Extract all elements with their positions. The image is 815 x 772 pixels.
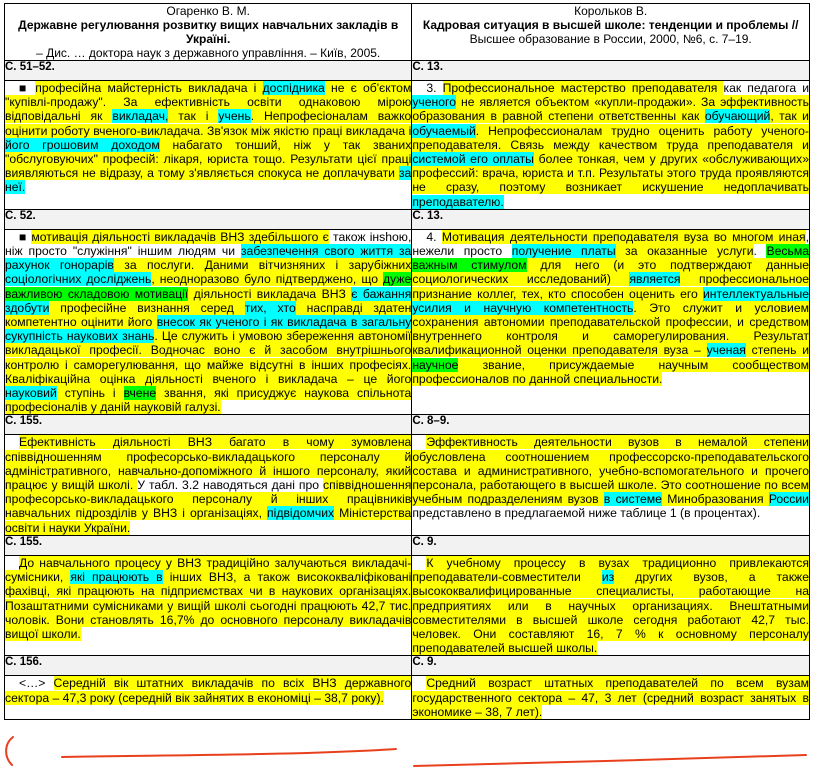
highlight-cyan: обучаемый: [412, 123, 476, 138]
highlight-cyan: учень: [218, 109, 251, 124]
left-excerpt: [5, 435, 412, 535]
highlight-yellow: звание, присуждаемые научным сообществом профессионалов по данной специальности.: [412, 357, 809, 386]
highlight-yellow: інших ВНЗ, а також висококваліфіковані фахівці, які працюють на підприємствах чи в наукових організаціях. Позаштатними сумісниками у вищій школі сьогодні працюють 42,7 тис. чоловік. Вони становлять 16,7% до основного персоналу викладачів вищої школи.: [5, 570, 412, 641]
highlight-yellow: . Это служит и условием сохранения автономии преподавательской профессии, и средством внутреннего контроля и саморегулирования. Результат квалификационной оценки преподавателя вуза –: [412, 300, 809, 358]
highlight-cyan: обучающий: [704, 109, 771, 124]
paragraph: [5, 81, 411, 195]
highlight-cyan: является: [629, 272, 681, 287]
highlight-yellow: Профессиональное мастерство преподавателя: [442, 81, 724, 95]
left-excerpt: [5, 676, 412, 720]
highlight-cyan: системой его оплаты: [412, 152, 534, 167]
right-page-ref: С. 9.: [412, 535, 810, 555]
highlight-cyan: ученого: [412, 95, 457, 110]
highlight-yellow: До навчального процесу у ВНЗ традиційно залучаються викладачі-сумісники,: [5, 555, 412, 585]
text-segment: .: [753, 244, 767, 259]
highlight-cyan: ученая: [706, 343, 746, 358]
highlight-cyan: внесок як ученого і як викладача в загальну сукупність наукових знань: [5, 315, 412, 344]
highlight-cyan: є бажання здобути: [5, 286, 412, 315]
highlight-yellow: звання, які присуджує наукова спільнота професіоналів у даній науковій галузі.: [5, 386, 412, 415]
paragraph: [5, 435, 411, 534]
highlight-green: вчене: [123, 386, 157, 401]
highlight-yellow: более тонкая, чем у других «обслуживающих» профессий: врача, юриста и т.п. Результаты этого труда проявляются не сразу, поэтому возникает искушение недоплачивать: [412, 152, 809, 195]
highlight-cyan: викладач,: [112, 109, 169, 124]
right-author: Корольков В.: [574, 4, 648, 18]
left-title: Державне регулювання розвитку вищих навчальних закладів в Україні.: [18, 18, 399, 46]
highlight-cyan: России: [768, 492, 809, 507]
text-segment: ■: [19, 81, 36, 95]
text-segment: как педагога и: [723, 81, 810, 95]
right-excerpt: [412, 676, 810, 720]
text-segment: представлено в предлагаемой ниже таблице 1 (в процентах).: [412, 506, 761, 521]
right-page-ref: С. 13.: [412, 209, 810, 229]
right-source: Высшее образование в России, 2000, №6, с. 7–19.: [469, 32, 752, 46]
right-page-ref: С. 13.: [412, 61, 810, 81]
right-excerpt: [412, 229, 810, 415]
page-ref-row: [5, 656, 810, 676]
highlight-yellow: професійне визнання серед: [49, 300, 245, 315]
left-page-ref: С. 156.: [5, 656, 412, 676]
highlight-yellow: Средний возраст штатных преподавателей по всем вузам государственного сектора – 47, 3 лет (средний возраст занятых в экономике – 38, 7 лет).: [412, 676, 809, 719]
highlight-cyan: які працюють в: [70, 570, 163, 585]
highlight-cyan: в системе: [603, 492, 662, 507]
highlight-yellow: для него (и это подтверждают данные социологических исследований): [412, 258, 809, 287]
paragraph: [412, 230, 809, 386]
text-segment: ■: [19, 229, 32, 244]
highlight-yellow: Минобразования: [661, 492, 769, 507]
left-page-ref: С. 155.: [5, 415, 412, 435]
highlight-yellow: степень и: [745, 343, 810, 358]
right-excerpt: [412, 81, 810, 210]
left-excerpt: [5, 81, 412, 210]
highlight-yellow: Ефективність діяльності ВНЗ багато в чому зумовлена співвідношенням професорсько-викладацького персоналу й адміністративного, навчально-допоміжного й іншого персоналу, який працює у вищій школі.: [5, 435, 412, 493]
highlight-yellow: співвідношення професорсько-викладацького персоналу й інших працівників навчальних підрозділів у ВНЗ і організаціях,: [5, 478, 412, 521]
highlight-yellow: мотивація діяльності викладачів ВНЗ здебільшого є: [31, 229, 329, 244]
highlight-yellow: . Непрофесіоналам важко оцінити роботу вченого-викладача. Зв'язок між якістю праці викладача і: [5, 109, 412, 138]
text-segment: 4.: [426, 229, 442, 244]
highlight-yellow: насправді здатен компетентно оцінити його: [5, 300, 412, 330]
highlight-cyan: науковий: [5, 386, 57, 401]
paragraph: [5, 556, 411, 641]
left-source: – Дис. … доктора наук з державного управління. – Київ, 2005.: [36, 46, 381, 60]
right-underline: [414, 755, 806, 766]
excerpt-row: [5, 435, 810, 535]
highlight-cyan: получение платы: [511, 244, 616, 259]
right-page-ref: С. 8–9.: [412, 415, 810, 435]
highlight-yellow: ступінь і: [56, 386, 124, 401]
highlight-yellow: Мотивация деятельности преподавателя вуза во многом иная: [441, 229, 806, 244]
left-author: Огаренко В. М.: [166, 4, 250, 18]
right-excerpt: [412, 435, 810, 535]
left-excerpt: [5, 229, 412, 415]
highlight-yellow: професійна майстерність викладача і: [35, 81, 263, 95]
highlight-yellow: набагато тонший, ніж у так званих "обслуговуючих" професій: лікаря, юриста тощо. Результати цієї праці виявляються не відразу, а тому з'являється спокуса не доплачувати: [5, 137, 412, 181]
highlight-cyan: соціологічних досліджень: [5, 272, 152, 287]
text-segment: 3.: [426, 81, 443, 95]
highlight-yellow: Эффективность деятельности вузов в немалой степени обусловлена соотношением профессорско-преподавательского состава и административного, учебно-вспомогательного и прочего персонала, работающего в высшей школе.: [412, 435, 809, 493]
highlight-cyan: преподавателю.: [412, 194, 504, 209]
paragraph: [412, 435, 809, 520]
highlight-cyan: забезпечення свого життя за рахунок гонорарів: [5, 244, 412, 273]
highlight-yellow: не является объектом «купли-продажи». За эффективность образования в равной степени ответственны как: [412, 95, 809, 124]
highlight-yellow: за послуги. Даними вітчизняних і зарубіжних: [113, 258, 412, 273]
highlight-yellow: Міністерства освіти і науки України.: [5, 506, 412, 535]
excerpt-row: [5, 81, 810, 210]
highlight-yellow: Это соотношение по всем учебным подразделениям вузов: [412, 478, 809, 507]
paragraph: [5, 676, 411, 704]
highlight-yellow: Кваліфікаційна оцінка діяльності вченого і викладача – це його: [5, 371, 412, 386]
highlight-green: научное: [412, 357, 459, 372]
header-right: [412, 4, 810, 61]
text-segment: , нежели просто: [412, 229, 809, 259]
highlight-yellow: Середній вік штатних викладачів по всіх ВНЗ державного сектора – 47,3 року (середній вік зайнятих в економіці – 38,7 року).: [5, 676, 412, 705]
left-excerpt: [5, 555, 412, 655]
highlight-cyan: підвідомчих: [267, 506, 335, 521]
highlight-cyan: доспідника: [262, 81, 325, 95]
page-ref-row: [5, 535, 810, 555]
left-page-ref: С. 155.: [5, 535, 412, 555]
highlight-yellow: профессиональное признание коллег, тех, кто способен оценить его: [412, 272, 809, 301]
left-underline: [62, 749, 396, 757]
left-page-ref: С. 52.: [5, 209, 412, 229]
page-ref-row: [5, 415, 810, 435]
right-excerpt: [412, 555, 810, 655]
excerpt-row: [5, 676, 810, 720]
right-page-ref: С. 9.: [412, 656, 810, 676]
paragraph: [412, 556, 809, 655]
margin-bracket: [6, 737, 13, 765]
paragraph: [412, 676, 809, 719]
highlight-yellow: так і: [168, 109, 219, 124]
paragraph: [412, 81, 809, 209]
highlight-green: дуже важливою складовою мотивації: [5, 272, 412, 301]
highlight-yellow: діяльності викладача ВНЗ: [188, 286, 352, 301]
highlight-yellow: услуги: [717, 244, 754, 259]
highlight-yellow: , неодноразово було підтверджено, що: [151, 272, 384, 287]
page-ref-row: [5, 61, 810, 81]
excerpt-row: [5, 229, 810, 415]
highlight-cyan: интеллектуальные усилия и научную компетентность: [412, 286, 809, 315]
highlight-cyan: тих, хто: [244, 300, 296, 315]
excerpt-row: [5, 555, 810, 655]
highlight-yellow: не є об'єктом "купівлі-продажу". За ефективність освіти однаковою мірою відповідальні як: [5, 81, 412, 124]
highlight-yellow: , так и: [770, 109, 809, 124]
paragraph: [5, 230, 411, 415]
text-segment: також інshою, ніж просто "служіння" іншим людям чи: [5, 229, 412, 259]
text-segment: <…>: [19, 676, 54, 691]
comparison-table: [4, 3, 810, 720]
highlight-yellow: К учебному процессу в вузах традиционно привлекаются преподаватели-совместители: [412, 555, 809, 585]
text-segment: У табл. 3.2 наводяться дані про: [137, 478, 324, 493]
page-ref-row: [5, 209, 810, 229]
highlight-green: Весьма важным стимулом: [412, 244, 809, 273]
comparison-rows: [5, 61, 810, 720]
highlight-yellow: за оказанные: [615, 244, 718, 259]
header-left: [5, 4, 412, 61]
highlight-cyan: за неї.: [5, 166, 412, 195]
header-row: [5, 4, 810, 61]
highlight-yellow: . Непрофессионалам трудно оценить работу ученого-преподавателя. Связь между качеством труда преподавателя и: [412, 123, 809, 152]
right-title: Кадровая ситуация в высшей школе: тенденции и проблемы //: [422, 18, 799, 32]
left-page-ref: С. 51–52.: [5, 61, 412, 81]
highlight-cyan: його грошовим доходом: [5, 137, 160, 152]
highlight-yellow: других вузов, а также высококвалифицированные специалисты, работающие на предприятиях или в научных организациях. Внештатными совместителями в высшей школе сегодня работают 42,7 тыс. человек. Они составляют 16, 7 % к основному персоналу преподавателей высшей школы.: [412, 570, 809, 656]
highlight-yellow: . Це служить і умовою збереження автономії викладацької професії. Водночас воно є й засобом внутрішнього контролю і саморегулювання, що майже відсутні в інших професіях.: [5, 329, 412, 372]
highlight-cyan: из: [601, 570, 615, 585]
